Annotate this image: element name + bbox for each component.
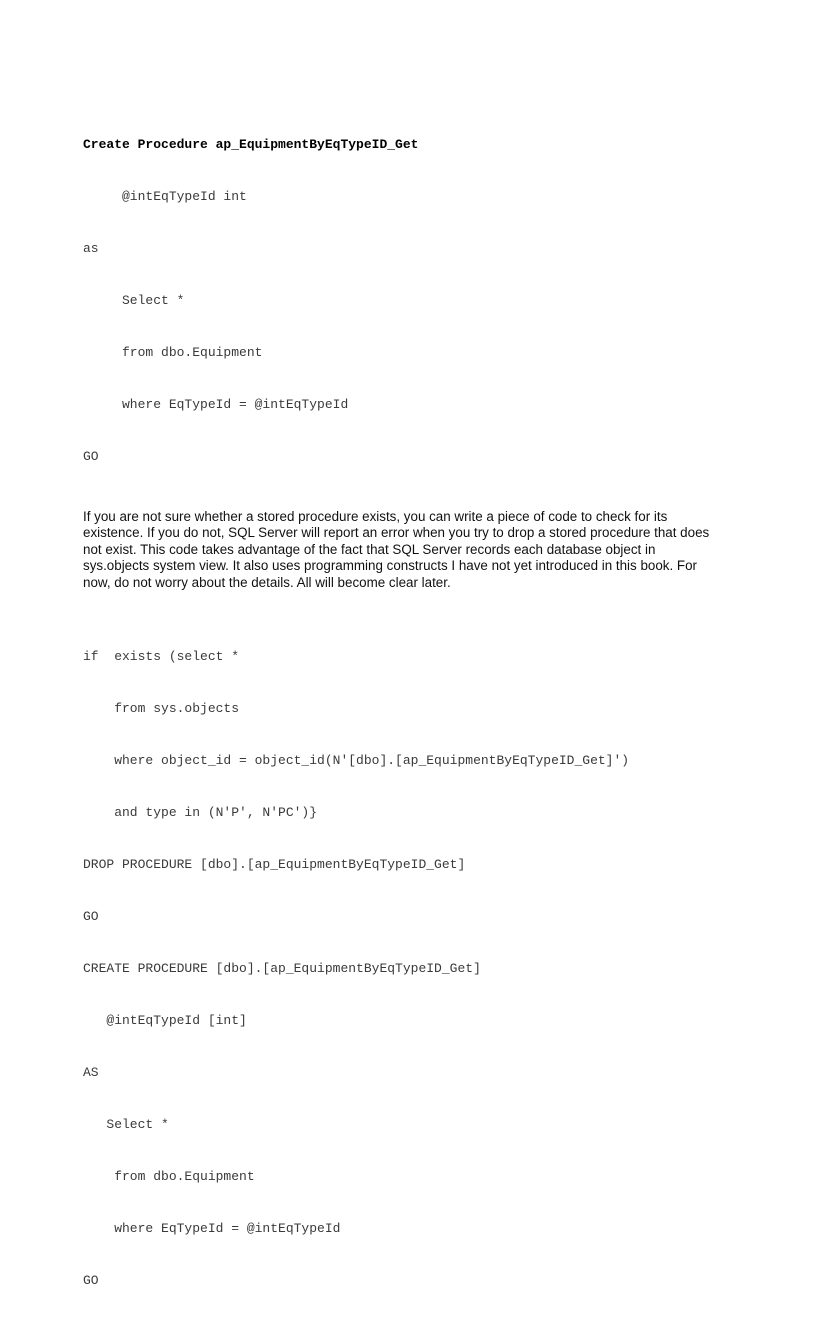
code-line: DROP PROCEDURE [dbo].[ap_EquipmentByEqTypeID_Get] xyxy=(83,857,466,873)
document-page xyxy=(83,104,723,1322)
code-line: and type in (N'P', N'PC')} xyxy=(83,805,318,821)
code-line: Select * xyxy=(83,293,185,308)
code-line: where object_id = object_id(N'[dbo].[ap_EquipmentByEqTypeID_Get]') xyxy=(83,753,630,769)
code-line: @intEqTypeId [int] xyxy=(83,1013,247,1029)
code-line: CREATE PROCEDURE [dbo].[ap_EquipmentByEqTypeID_Get] xyxy=(83,961,481,977)
code-block-create-procedure xyxy=(83,104,723,498)
code-block-drop-and-create xyxy=(83,616,723,1322)
code-line: if exists (select * xyxy=(83,649,240,665)
code-line: @intEqTypeId int xyxy=(83,189,247,204)
code-line: as xyxy=(83,241,99,256)
code-line: from dbo.Equipment xyxy=(83,1169,255,1185)
code-line: GO xyxy=(83,1273,99,1289)
code-line: Select * xyxy=(83,1117,169,1133)
code-line: GO xyxy=(83,449,99,464)
code-line: from sys.objects xyxy=(83,701,240,717)
code-line: AS xyxy=(83,1065,99,1081)
code-line: Create Procedure ap_EquipmentByEqTypeID_Get xyxy=(83,137,419,152)
body-paragraph: If you are not sure whether a stored procedure exists, you can write a piece of code to check for its existence. If you do not, SQL Server will report an error when you try to drop a stored procedure that does not exist. This code takes advantage of the fact that SQL Server records each database object in sys.objects system view. It also uses programming constructs I have not yet introduced in this book. For now, do not worry about the details. All will become clear later. xyxy=(83,509,710,590)
code-line: where EqTypeId = @intEqTypeId xyxy=(83,1221,341,1237)
code-line: GO xyxy=(83,909,99,925)
code-line: where EqTypeId = @intEqTypeId xyxy=(83,397,349,412)
code-line: from dbo.Equipment xyxy=(83,345,263,360)
